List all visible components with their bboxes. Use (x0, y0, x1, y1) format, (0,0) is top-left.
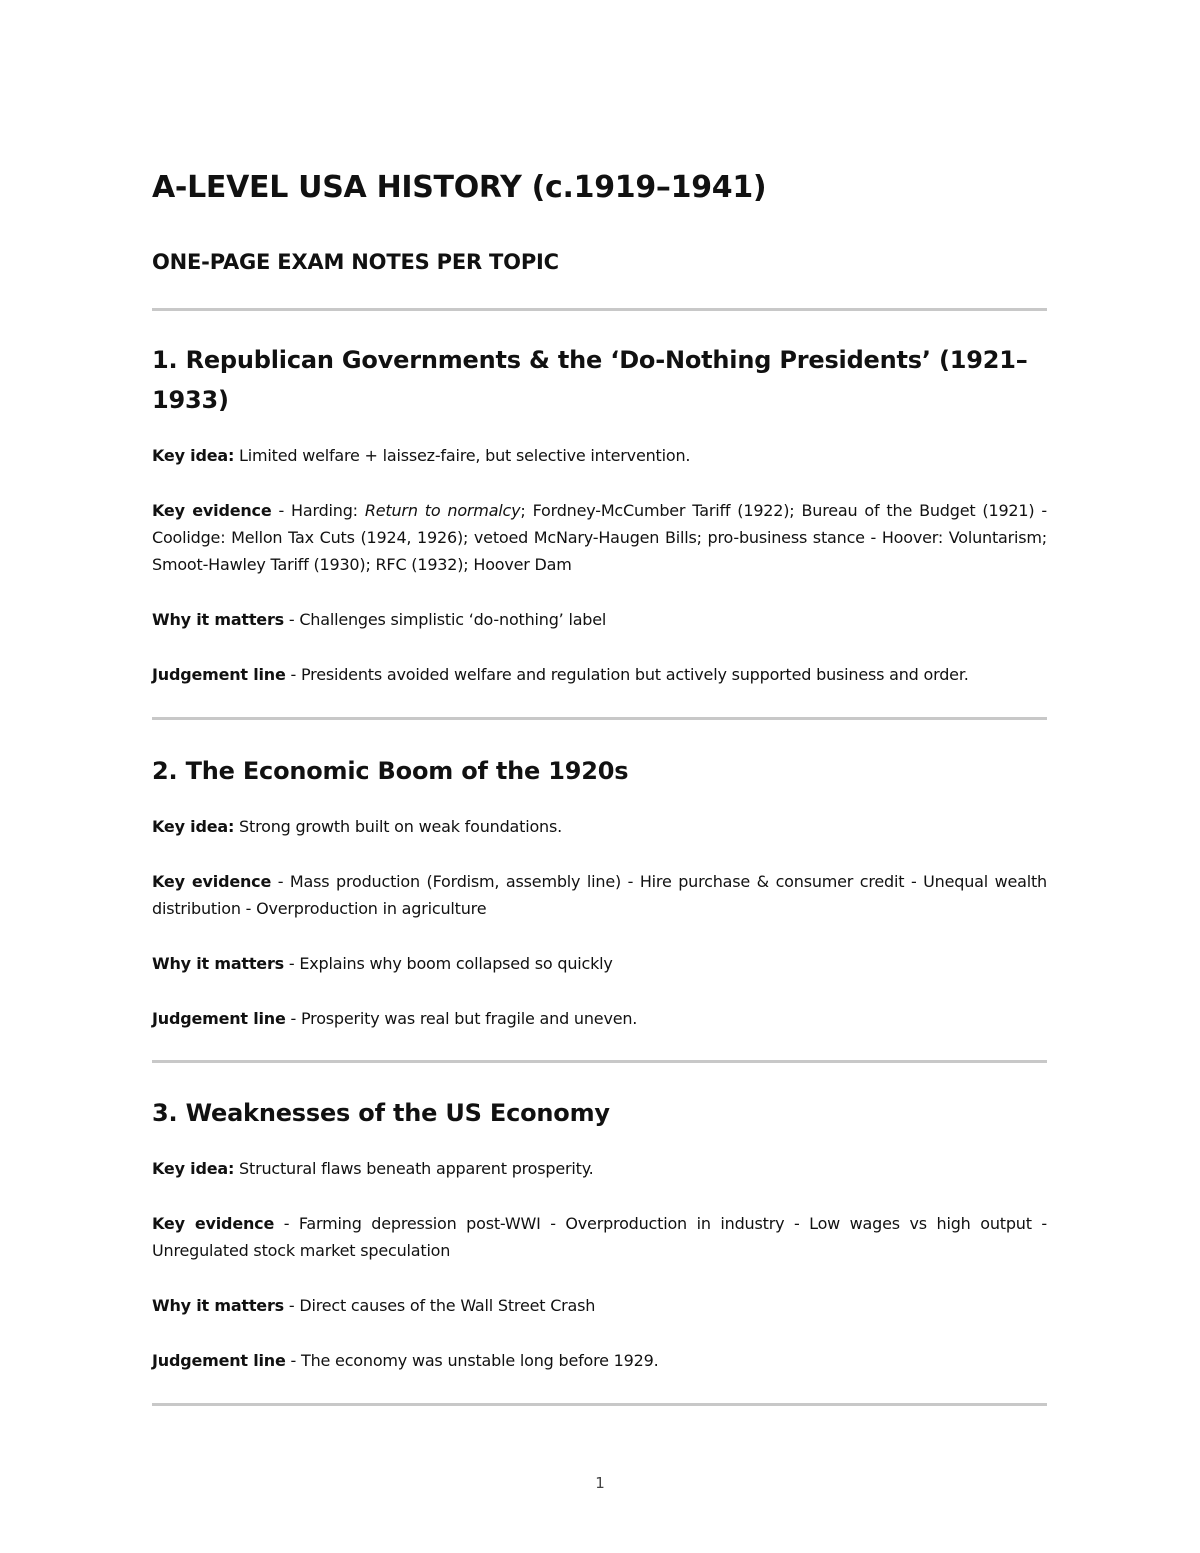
judgement-line-text: - Prosperity was real but fragile and uneven. (285, 1009, 638, 1028)
section-3-judgement-line (152, 1347, 1047, 1374)
section-1-key-idea (152, 442, 1047, 469)
key-evidence-text-pre: - Harding: (271, 501, 365, 520)
section-3-heading: 3. Weaknesses of the US Economy (152, 1099, 610, 1127)
key-idea-text: Strong growth built on weak foundations. (234, 817, 563, 836)
document-subtitle: ONE-PAGE EXAM NOTES PER TOPIC (152, 250, 559, 274)
section-2 (152, 751, 1047, 1060)
section-3 (152, 1093, 1047, 1402)
key-evidence-italic: Return to normalcy (364, 501, 521, 520)
judgement-line-text: - Presidents avoided welfare and regulation but actively supported business and order. (285, 665, 969, 684)
section-2-key-idea (152, 813, 1047, 840)
why-it-matters-label: Why it matters (152, 954, 284, 973)
key-idea-text: Limited welfare + laissez-faire, but selective intervention. (234, 446, 691, 465)
why-it-matters-label: Why it matters (152, 610, 284, 629)
section-2-judgement-line (152, 1005, 1047, 1032)
section-1-heading: 1. Republican Governments & the ‘Do-Nothing Presidents’ (1921–1933) (152, 346, 1028, 414)
key-evidence-text-post: ; Fordney-McCumber Tariff (1922); Bureau of the Budget (1921) - Coolidge: Mellon Tax Cuts (1924, 1926); vetoed McNary-Haugen Bills; pro-business stance - Hoover: Voluntarism; Smoot-Hawley Tariff (1930); RFC (1932); Hoover Dam (152, 501, 1047, 574)
judgement-line-label: Judgement line (152, 665, 286, 684)
why-it-matters-text: - Challenges simplistic ‘do-nothing’ label (283, 610, 607, 629)
judgement-line-label: Judgement line (152, 1351, 286, 1370)
section-2-key-evidence (152, 868, 1047, 922)
why-it-matters-text: - Direct causes of the Wall Street Crash (283, 1296, 596, 1315)
key-evidence-label: Key evidence (152, 501, 272, 520)
key-evidence-label: Key evidence (152, 1214, 275, 1233)
section-3-why-it-matters (152, 1292, 1047, 1319)
key-evidence-text: - Mass production (Fordism, assembly line) - Hire purchase & consumer credit - Unequal wealth distribution - Overproduction in agriculture (152, 872, 1047, 918)
key-idea-label: Key idea: (152, 446, 235, 465)
judgement-line-text: - The economy was unstable long before 1929. (285, 1351, 659, 1370)
judgement-line-label: Judgement line (152, 1009, 286, 1028)
key-idea-label: Key idea: (152, 817, 235, 836)
section-3-key-evidence (152, 1210, 1047, 1264)
page-number: 1 (595, 1474, 605, 1492)
section-1 (152, 340, 1047, 716)
key-idea-label: Key idea: (152, 1159, 235, 1178)
section-divider (152, 1403, 1047, 1406)
document-title: A-LEVEL USA HISTORY (c.1919–1941) (152, 170, 767, 205)
key-evidence-text: - Farming depression post-WWI - Overproduction in industry - Low wages vs high output - Unregulated stock market speculation (152, 1214, 1047, 1260)
key-idea-text: Structural flaws beneath apparent prosperity. (234, 1159, 594, 1178)
section-3-key-idea (152, 1155, 1047, 1182)
section-1-key-evidence (152, 497, 1047, 578)
why-it-matters-label: Why it matters (152, 1296, 284, 1315)
section-1-judgement-line (152, 661, 1047, 688)
section-divider (152, 308, 1047, 311)
key-evidence-label: Key evidence (152, 872, 272, 891)
why-it-matters-text: - Explains why boom collapsed so quickly (283, 954, 613, 973)
section-divider (152, 1060, 1047, 1063)
section-1-why-it-matters (152, 606, 1047, 633)
section-2-why-it-matters (152, 950, 1047, 977)
section-divider (152, 717, 1047, 720)
section-2-heading: 2. The Economic Boom of the 1920s (152, 757, 629, 785)
